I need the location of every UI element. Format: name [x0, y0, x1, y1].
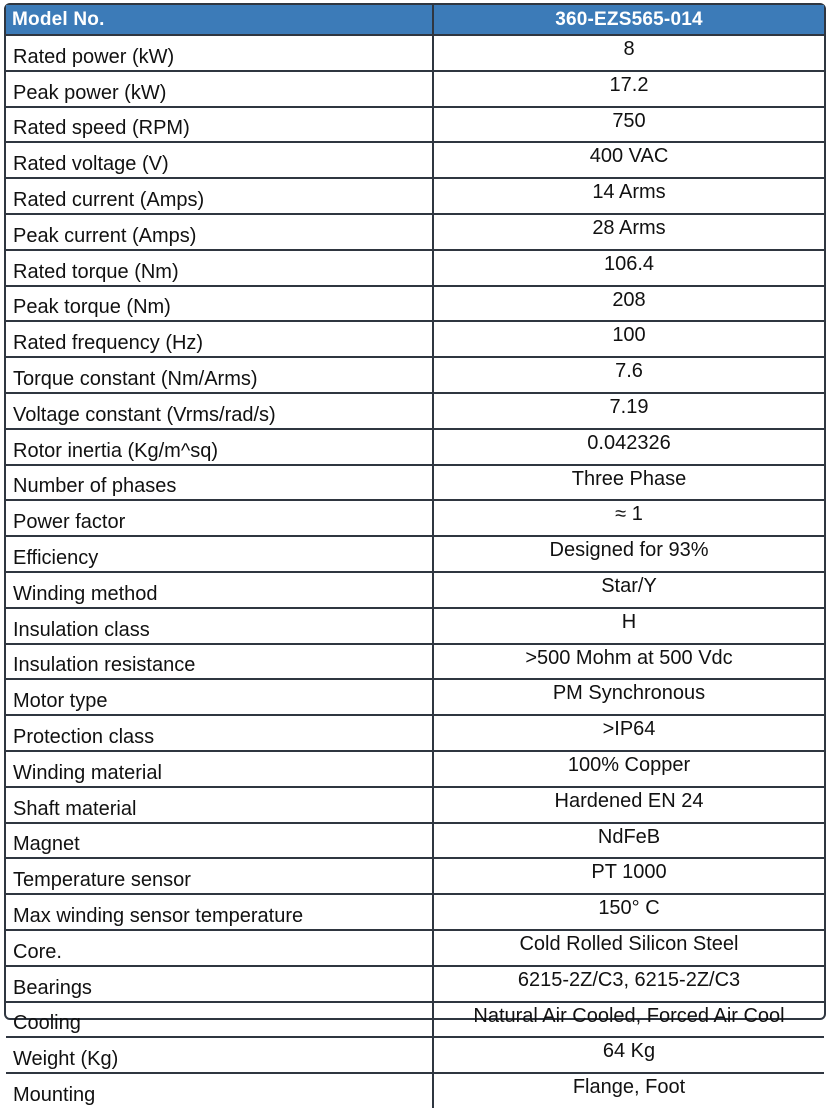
spec-value: Cold Rolled Silicon Steel: [433, 930, 824, 966]
spec-value: 150° C: [433, 894, 824, 930]
spec-value: ≈ 1: [433, 500, 824, 536]
spec-value: H: [433, 608, 824, 644]
spec-label: Number of phases: [6, 465, 433, 501]
spec-label: Rated torque (Nm): [6, 250, 433, 286]
table-row: [6, 321, 824, 357]
spec-label: Cooling: [6, 1002, 433, 1038]
table-row: [6, 1002, 824, 1038]
table-row: [6, 35, 824, 71]
spec-value: Flange, Foot: [572, 1076, 686, 1099]
table-row: [6, 286, 824, 322]
spec-table-container: [4, 3, 826, 1106]
table-row: [6, 142, 824, 178]
spec-label: Rated frequency (Hz): [6, 321, 433, 357]
table-row: [6, 966, 824, 1002]
table-row: [6, 751, 824, 787]
spec-label: Protection class: [6, 715, 433, 751]
spec-label: Rated voltage (V): [6, 142, 433, 178]
table-row: [6, 107, 824, 143]
spec-value: NdFeB: [433, 823, 824, 859]
table-row: [6, 572, 824, 608]
spec-label: Rotor inertia (Kg/m^sq): [6, 429, 433, 465]
table-row: [6, 500, 824, 536]
spec-value: Hardened EN 24: [433, 787, 824, 823]
spec-value: 400 VAC: [433, 142, 824, 178]
spec-value: 7.19: [433, 393, 824, 429]
spec-label: Temperature sensor: [6, 858, 433, 894]
spec-value: Three Phase: [433, 465, 824, 501]
spec-label: Peak current (Amps): [6, 214, 433, 250]
table-row: [6, 644, 824, 680]
table-row: [6, 930, 824, 966]
spec-table: [6, 5, 824, 1108]
spec-label: Core.: [6, 930, 433, 966]
spec-label: Rated power (kW): [6, 35, 433, 71]
spec-label: Rated current (Amps): [6, 178, 433, 214]
spec-value: 0.042326: [433, 429, 824, 465]
header-model-number: 360-EZS565-014: [433, 5, 824, 35]
spec-value: 8: [433, 35, 824, 71]
spec-label: Mounting: [6, 1073, 433, 1108]
spec-label: Power factor: [6, 500, 433, 536]
spec-label: Weight (Kg): [6, 1037, 433, 1073]
table-row: [6, 823, 824, 859]
table-row: [6, 787, 824, 823]
table-row: [6, 214, 824, 250]
spec-value: 7.6: [433, 357, 824, 393]
spec-label: Efficiency: [6, 536, 433, 572]
spec-label: Torque constant (Nm/Arms): [6, 357, 433, 393]
header-row: [6, 5, 824, 35]
spec-value: >IP64: [433, 715, 824, 751]
table-row: [6, 393, 824, 429]
spec-value: Star/Y: [433, 572, 824, 608]
spec-label: Bearings: [6, 966, 433, 1002]
table-row: [6, 536, 824, 572]
spec-value: 14 Arms: [433, 178, 824, 214]
spec-value: 64 Kg: [433, 1037, 824, 1073]
table-row: [6, 1073, 824, 1108]
spec-label: Magnet: [6, 823, 433, 859]
table-row: [6, 894, 824, 930]
spec-value: Designed for 93%: [433, 536, 824, 572]
table-row: [6, 178, 824, 214]
spec-value: PM Synchronous: [433, 679, 824, 715]
spec-label: Insulation resistance: [6, 644, 433, 680]
spec-value: PT 1000: [433, 858, 824, 894]
table-row: [6, 858, 824, 894]
spec-label: Voltage constant (Vrms/rad/s): [6, 393, 433, 429]
spec-label: Winding material: [6, 751, 433, 787]
spec-label: Insulation class: [6, 608, 433, 644]
table-row: [6, 357, 824, 393]
table-row: [6, 465, 824, 501]
spec-value: 100: [433, 321, 824, 357]
spec-label: Peak power (kW): [6, 71, 433, 107]
spec-label: Motor type: [6, 679, 433, 715]
spec-label: Max winding sensor temperature: [6, 894, 433, 930]
spec-value: 106.4: [433, 250, 824, 286]
spec-value: 100% Copper: [433, 751, 824, 787]
spec-value: Natural Air Cooled, Forced Air Cool: [433, 1002, 824, 1038]
table-row: [6, 429, 824, 465]
table-row: [6, 1037, 824, 1073]
table-row: [6, 679, 824, 715]
header-label: Model No.: [6, 5, 433, 35]
table-row: [6, 608, 824, 644]
spec-label: Shaft material: [6, 787, 433, 823]
spec-value: 208: [433, 286, 824, 322]
spec-value: >500 Mohm at 500 Vdc: [433, 644, 824, 680]
spec-label: Winding method: [6, 572, 433, 608]
spec-value: 17.2: [433, 71, 824, 107]
table-row: [6, 71, 824, 107]
spec-value: 750: [433, 107, 824, 143]
spec-table-body: [6, 35, 824, 1108]
table-row: [6, 715, 824, 751]
table-row: [6, 250, 824, 286]
spec-value: 6215-2Z/C3, 6215-2Z/C3: [433, 966, 824, 1002]
spec-label: Peak torque (Nm): [6, 286, 433, 322]
spec-value: 28 Arms: [433, 214, 824, 250]
spec-label: Rated speed (RPM): [6, 107, 433, 143]
